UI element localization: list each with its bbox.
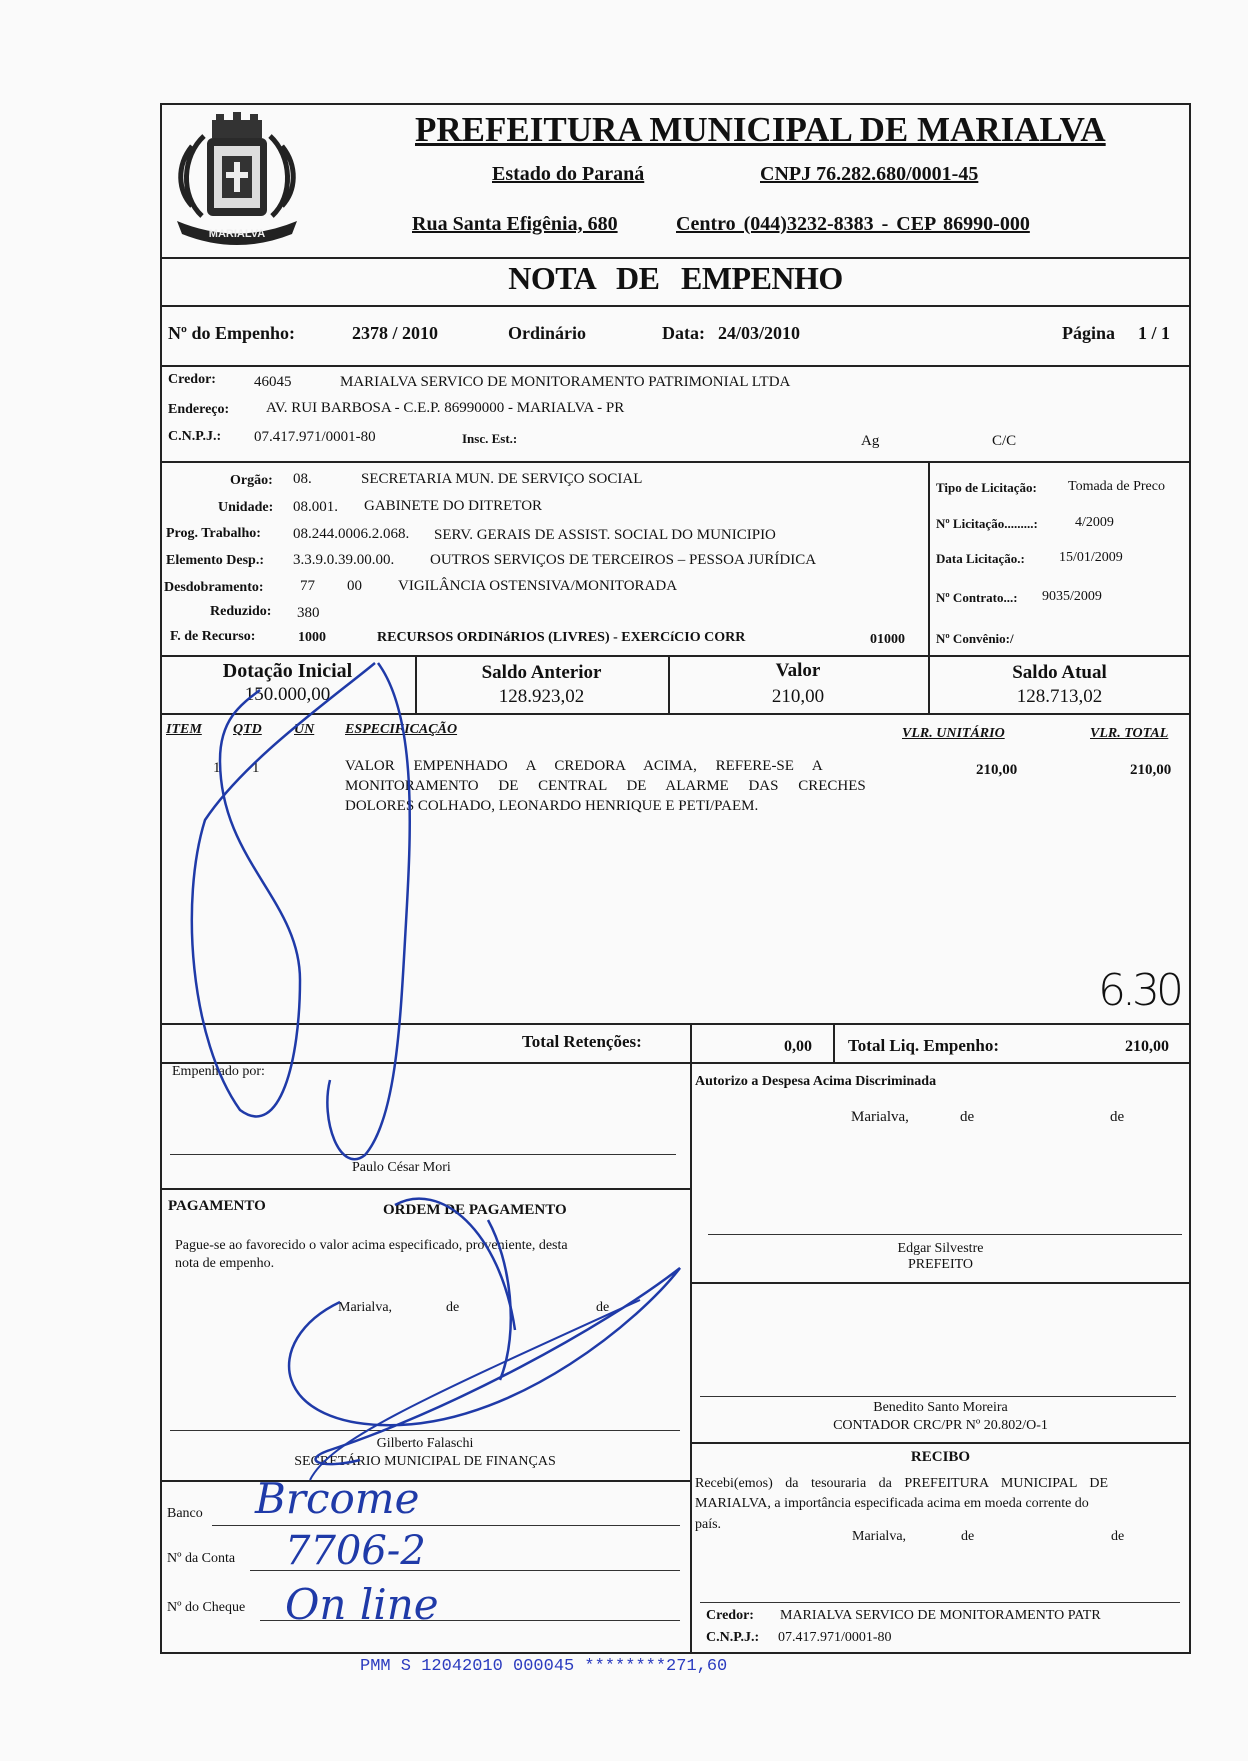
conta-label: Nº da Conta xyxy=(167,1551,236,1566)
recibo-credor: MARIALVA SERVICO DE MONITORAMENTO PATR xyxy=(780,1608,1101,1623)
pagamento-de1: de xyxy=(446,1300,460,1315)
cheque-handwritten: On line xyxy=(285,1580,439,1629)
elem-cod: 3.3.9.0.39.00.00. xyxy=(293,552,395,568)
saldo-anterior: 128.923,02 xyxy=(498,686,585,707)
contador-signature-line xyxy=(700,1396,1176,1397)
item-qtd: 1 xyxy=(252,760,260,776)
endereco-label: Endereço: xyxy=(168,402,230,417)
pagamento-title: PAGAMENTO xyxy=(168,1198,266,1214)
saldo-atual: 128.713,02 xyxy=(1016,686,1103,707)
divider xyxy=(160,713,1191,715)
payment-stamp: PMM S 12042010 000045 ********271,60 xyxy=(360,1657,728,1676)
autorizo-de1: de xyxy=(960,1109,975,1125)
recibo-texto1: Recebi(emos) da tesouraria da PREFEITURA MUNICIPAL DE xyxy=(695,1476,1109,1491)
red: 380 xyxy=(297,605,320,621)
cheque-label: Nº do Cheque xyxy=(167,1600,246,1615)
unidade: GABINETE DO DITRETOR xyxy=(364,498,543,514)
credor-codigo: 46045 xyxy=(254,374,292,390)
saldo-anterior-label: Saldo Anterior xyxy=(481,662,602,683)
recibo-texto3: país. xyxy=(695,1517,722,1532)
elem: OUTROS SERVIÇOS DE TERCEIROS – PESSOA JURÍDICA xyxy=(430,552,817,568)
pagamento-de2: de xyxy=(596,1300,610,1315)
total-retencoes: 0,00 xyxy=(784,1038,812,1055)
empenho-data: 24/03/2010 xyxy=(718,323,801,343)
red-label: Reduzido: xyxy=(210,604,272,619)
municipal-seal-icon xyxy=(162,106,312,254)
valor: 210,00 xyxy=(771,686,825,707)
col-especificacao: ESPECIFICAÇÃO xyxy=(345,722,458,737)
orgao-label: Orgão: xyxy=(230,473,273,488)
saldo-atual-label: Saldo Atual xyxy=(1012,662,1107,683)
header-divider xyxy=(160,257,1191,259)
prog: SERV. GERAIS DE ASSIST. SOCIAL DO MUNICIPIO xyxy=(434,527,776,543)
item-num: 1 xyxy=(213,760,221,776)
dotacao-inicial: 150.000,00 xyxy=(244,684,331,705)
prog-cod: 08.244.0006.2.068. xyxy=(293,526,410,542)
divider xyxy=(928,461,930,655)
empenho-tipo: Ordinário xyxy=(508,323,587,343)
desd-cod1: 77 xyxy=(300,578,315,594)
prog-label: Prog. Trabalho: xyxy=(166,526,261,541)
document-title: NOTA DE EMPENHO xyxy=(508,260,843,296)
lic-data: 15/01/2009 xyxy=(1059,550,1123,565)
contador-cargo: CONTADOR CRC/PR Nº 20.802/O-1 xyxy=(833,1418,1048,1433)
rec: RECURSOS ORDINáRIOS (LIVRES) - EXERCíCIO CORR xyxy=(377,630,746,645)
pagina: 1 / 1 xyxy=(1138,323,1171,343)
recibo-credor-label: Credor: xyxy=(706,1608,754,1623)
banco-handwritten: Brcome xyxy=(255,1474,420,1523)
cnpj-prefeitura: CNPJ 76.282.680/0001-45 xyxy=(760,163,979,185)
divider xyxy=(833,1023,835,1063)
item-esp-line2: MONITORAMENTO DE CENTRAL DE ALARME DAS CRECHES xyxy=(345,778,866,794)
divider xyxy=(160,1188,690,1190)
valor-label: Valor xyxy=(775,660,821,681)
col-vlr-unitario: VLR. UNITÁRIO xyxy=(902,726,1005,741)
cc-label: C/C xyxy=(992,433,1017,449)
recibo-local: Marialva, xyxy=(852,1529,907,1544)
divider xyxy=(160,1062,1191,1064)
signature-line xyxy=(170,1154,676,1155)
lic-num: 4/2009 xyxy=(1075,515,1114,530)
total-liq-label: Total Liq. Empenho: xyxy=(848,1036,999,1055)
divider xyxy=(690,1442,1191,1444)
item-vlr-total: 210,00 xyxy=(1130,762,1172,778)
credor-nome: MARIALVA SERVICO DE MONITORAMENTO PATRIMONIAL LTDA xyxy=(340,374,791,390)
recibo-de2: de xyxy=(1111,1529,1125,1544)
unidade-label: Unidade: xyxy=(218,500,274,515)
prefeito-cargo: PREFEITO xyxy=(907,1257,974,1272)
item-esp-line3: DOLORES COLHADO, LEONARDO HENRIQUE E PETI/PAEM. xyxy=(345,798,759,814)
autorizo-de2: de xyxy=(1110,1109,1125,1125)
item-esp-line1: VALOR EMPENHADO A CREDORA ACIMA, REFERE-SE A xyxy=(345,758,823,774)
pagamento-texto1: Pague-se ao favorecido o valor acima especificado, proveniente, desta xyxy=(175,1238,568,1253)
orgao-cod: 08. xyxy=(293,471,312,487)
contrato: 9035/2009 xyxy=(1042,589,1102,604)
col-qtd: QTD xyxy=(233,722,262,737)
desd: VIGILÂNCIA OSTENSIVA/MONITORADA xyxy=(398,578,678,594)
seal-text: MARIALVA xyxy=(208,228,266,240)
divider xyxy=(160,655,1191,657)
lic-tipo: Tomada de Preco xyxy=(1068,479,1165,494)
centro-fone-cep: Centro (044)3232-8383 - CEP 86990-000 xyxy=(676,213,1030,235)
autorizo-title: Autorizo a Despesa Acima Discriminada xyxy=(695,1074,937,1089)
prefeito-nome: Edgar Silvestre xyxy=(897,1241,984,1256)
divider xyxy=(160,1480,690,1482)
prefeito-signature-line xyxy=(708,1234,1182,1235)
recibo-cnpj: 07.417.971/0001-80 xyxy=(778,1630,892,1645)
credor-cnpj: 07.417.971/0001-80 xyxy=(254,429,376,445)
orgao: SECRETARIA MUN. DE SERVIÇO SOCIAL xyxy=(361,471,643,487)
divider xyxy=(160,1023,1191,1025)
insc-label: Insc. Est.: xyxy=(462,431,518,446)
handwritten-note: 6.30 xyxy=(1098,965,1180,1016)
lic-data-label: Data Licitação.: xyxy=(936,551,1025,566)
col-un: UN xyxy=(294,722,315,737)
elem-label: Elemento Desp.: xyxy=(166,553,264,568)
item-vlr-unitario: 210,00 xyxy=(976,762,1018,778)
recibo-title: RECIBO xyxy=(910,1449,971,1465)
empenhado-label: Empenhado por: xyxy=(172,1064,265,1079)
empenho-numero: 2378 / 2010 xyxy=(352,323,439,343)
endereco-prefeitura: Rua Santa Efigênia, 680 xyxy=(412,213,618,235)
empenho-numero-label: Nº do Empenho: xyxy=(168,323,295,343)
empenho-data-label: Data: xyxy=(662,323,705,343)
total-liq: 210,00 xyxy=(1125,1038,1169,1055)
unidade-cod: 08.001. xyxy=(293,499,338,515)
rec-label: F. de Recurso: xyxy=(170,629,256,644)
lic-tipo-label: Tipo de Licitação: xyxy=(936,480,1037,495)
rec-cod: 1000 xyxy=(298,630,326,645)
divider xyxy=(160,365,1191,367)
page-title: PREFEITURA MUNICIPAL DE MARIALVA xyxy=(415,110,1106,149)
credor-endereco: AV. RUI BARBOSA - C.E.P. 86990000 - MARIALVA - PR xyxy=(266,400,625,416)
empenhado-nome: Paulo César Mori xyxy=(352,1160,451,1175)
desd-label: Desdobramento: xyxy=(164,580,264,595)
lic-num-label: Nº Licitação.........: xyxy=(936,516,1038,531)
pagamento-texto2: nota de empenho. xyxy=(175,1256,275,1271)
divider xyxy=(160,461,1191,463)
contador-nome: Benedito Santo Moreira xyxy=(873,1400,1008,1415)
secretario-signature-line xyxy=(170,1430,680,1431)
pagina-label: Página xyxy=(1062,323,1116,343)
divider xyxy=(690,1023,692,1653)
banco-label: Banco xyxy=(167,1506,203,1521)
recibo-texto2: MARIALVA, a importância especificada acima em moeda corrente do xyxy=(695,1496,1089,1511)
col-vlr-total: VLR. TOTAL xyxy=(1090,726,1169,741)
conta-handwritten: 7706-2 xyxy=(285,1528,426,1574)
recibo-signature-line xyxy=(700,1602,1180,1603)
contrato-label: Nº Contrato...: xyxy=(936,590,1018,605)
ag-label: Ag xyxy=(861,433,880,449)
secretario-nome: Gilberto Falaschi xyxy=(376,1436,474,1451)
col-item: ITEM xyxy=(166,722,202,737)
total-retencoes-label: Total Retenções: xyxy=(522,1032,642,1051)
desd-cod2: 00 xyxy=(347,578,362,594)
convenio-label: Nº Convênio:/ xyxy=(936,631,1014,646)
dotacao-inicial-label: Dotação Inicial xyxy=(222,660,353,682)
credor-label: Credor: xyxy=(168,372,216,387)
pagamento-local: Marialva, xyxy=(338,1300,393,1315)
divider xyxy=(690,1282,1191,1284)
secretario-cargo: SECRETÁRIO MUNICIPAL DE FINANÇAS xyxy=(294,1454,556,1469)
banco-line xyxy=(212,1525,680,1526)
estado: Estado do Paraná xyxy=(492,163,645,185)
autorizo-local: Marialva, xyxy=(851,1109,909,1125)
rec-cod2: 01000 xyxy=(870,632,905,647)
recibo-de1: de xyxy=(961,1529,975,1544)
recibo-cnpj-label: C.N.P.J.: xyxy=(706,1630,760,1645)
cnpj-label: C.N.P.J.: xyxy=(168,429,222,444)
ordem-pagamento: ORDEM DE PAGAMENTO xyxy=(383,1202,567,1218)
